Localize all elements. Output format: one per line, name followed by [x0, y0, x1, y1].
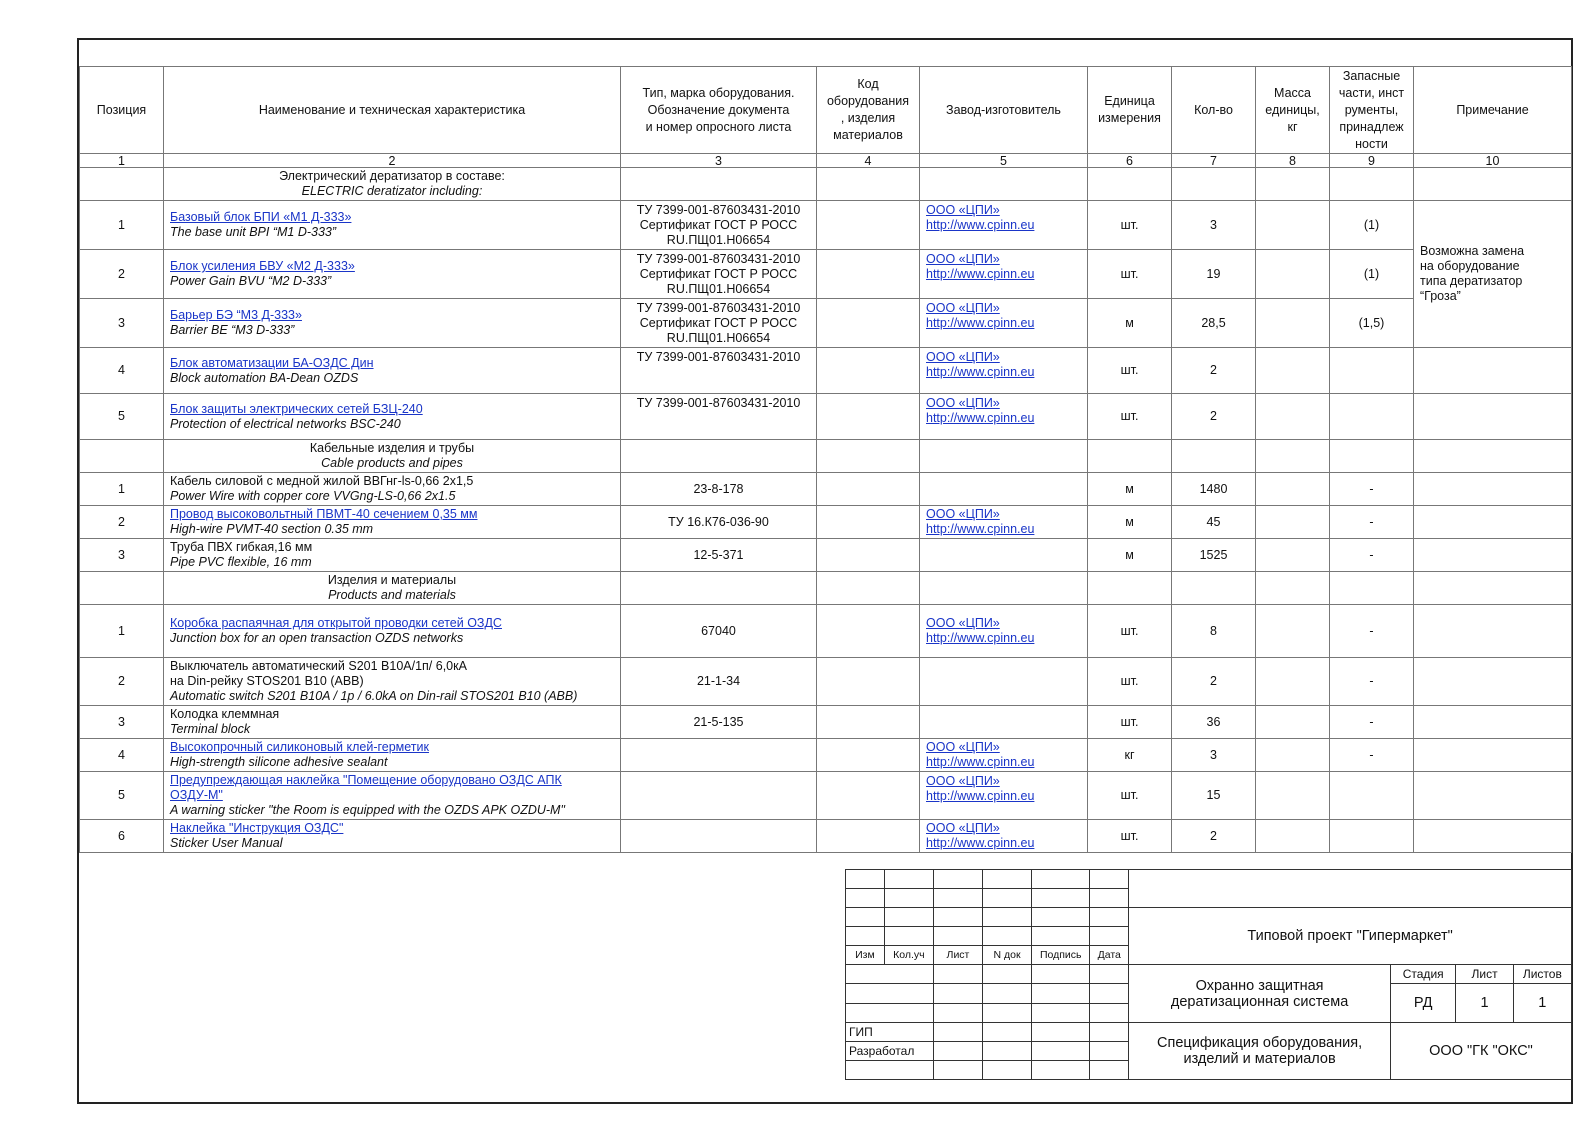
unit-cell: шт. — [1088, 706, 1172, 739]
spare-cell: - — [1330, 739, 1414, 772]
header-unit: Единица измерения — [1088, 67, 1172, 154]
position-cell: 1 — [80, 473, 164, 506]
section-header-row — [80, 440, 1572, 473]
name-cell: Труба ПВХ гибкая,16 мм Pipe PVC flexible, 16 mm — [164, 539, 621, 572]
qty-cell: 1480 — [1172, 473, 1256, 506]
type-cell: ТУ 16.К76-036-90 — [621, 506, 817, 539]
position-cell: 2 — [80, 506, 164, 539]
maker-url-link[interactable]: http://www.cpinn.eu — [926, 631, 1035, 645]
position-cell: 5 — [80, 772, 164, 820]
name-cell: Коробка распаячная для открытой проводки сетей ОЗДС Junction box for an open transaction OZDS networks — [164, 605, 621, 658]
stamp-label: N док — [983, 946, 1032, 965]
name-cell: Высокопрочный силиконовый клей-герметик High-strength silicone adhesive sealant — [164, 739, 621, 772]
maker-link[interactable]: ООО «ЦПИ» — [926, 821, 1000, 835]
item-link[interactable]: Барьер БЭ “М3 Д-333» — [170, 308, 302, 322]
item-link[interactable]: Предупреждающая наклейка "Помещение оборудовано ОЗДС АПК ОЗДУ-М" — [170, 773, 562, 802]
name-cell: Блок усиления БВУ «М2 Д-333» Power Gain BVU “M2 D-333” — [164, 250, 621, 299]
name-cell: Провод высоковольтный ПВМТ-40 сечением 0,35 мм High-wire PVMT-40 section 0.35 mm — [164, 506, 621, 539]
note-cell: Возможна замена на оборудование типа дератизатор “Гроза” — [1414, 201, 1572, 348]
maker-link[interactable]: ООО «ЦПИ» — [926, 203, 1000, 217]
spare-cell: (1,5) — [1330, 299, 1414, 348]
qty-cell: 3 — [1172, 739, 1256, 772]
maker-link[interactable]: ООО «ЦПИ» — [926, 301, 1000, 315]
table-row — [80, 772, 1572, 820]
stamp-label: Подпись — [1032, 946, 1090, 965]
position-cell: 4 — [80, 348, 164, 394]
maker-cell — [920, 739, 1088, 772]
specification-table — [79, 66, 1572, 853]
maker-link[interactable]: ООО «ЦПИ» — [926, 507, 1000, 521]
maker-cell — [920, 250, 1088, 299]
maker-url-link[interactable]: http://www.cpinn.eu — [926, 789, 1035, 803]
unit-cell: м — [1088, 299, 1172, 348]
spare-cell: - — [1330, 658, 1414, 706]
position-cell: 1 — [80, 605, 164, 658]
maker-link[interactable]: ООО «ЦПИ» — [926, 616, 1000, 630]
company-name: ООО "ГК "ОКС" — [1390, 1022, 1571, 1079]
maker-url-link[interactable]: http://www.cpinn.eu — [926, 836, 1035, 850]
title-block — [845, 869, 1572, 1080]
document-title: Спецификация оборудования, изделий и материалов — [1129, 1022, 1391, 1079]
stamp-label: Лист — [933, 946, 982, 965]
position-cell: 5 — [80, 394, 164, 440]
maker-link[interactable]: ООО «ЦПИ» — [926, 396, 1000, 410]
maker-cell — [920, 506, 1088, 539]
sheet-label: Лист — [1456, 965, 1513, 984]
header-maker: Завод-изготовитель — [920, 67, 1088, 154]
position-cell: 4 — [80, 739, 164, 772]
section-title: Изделия и материалы Products and materials — [164, 572, 621, 605]
type-cell: 23-8-178 — [621, 473, 817, 506]
header-mass: Масса единицы, кг — [1256, 67, 1330, 154]
maker-url-link[interactable]: http://www.cpinn.eu — [926, 755, 1035, 769]
spare-cell: - — [1330, 473, 1414, 506]
qty-cell: 19 — [1172, 250, 1256, 299]
maker-cell — [920, 201, 1088, 250]
col-number: 7 — [1172, 154, 1256, 168]
spare-cell: (1) — [1330, 250, 1414, 299]
unit-cell: шт. — [1088, 658, 1172, 706]
item-link[interactable]: Коробка распаячная для открытой проводки сетей ОЗДС — [170, 616, 502, 630]
stamp-label: Изм — [846, 946, 885, 965]
qty-cell: 1525 — [1172, 539, 1256, 572]
type-cell: ТУ 7399-001-87603431-2010 Сертификат ГОСТ Р РОСС RU.ПЩ01.H06654 — [621, 299, 817, 348]
maker-link[interactable]: ООО «ЦПИ» — [926, 774, 1000, 788]
item-link[interactable]: Блок защиты электрических сетей БЗЦ-240 — [170, 401, 423, 416]
sheet-value: 1 — [1456, 984, 1513, 1022]
name-cell: Выключатель автоматический S201 B10А/1п/ 6,0кА на Din-рейку STOS201 B10 (ABB) Automatic switch S201 B10A / 1p / 6.0kA on Din-rail STOS201 B10 (ABB) — [164, 658, 621, 706]
col-number: 2 — [164, 154, 621, 168]
position-cell: 2 — [80, 250, 164, 299]
stamp-label: Дата — [1090, 946, 1129, 965]
table-row — [80, 539, 1572, 572]
item-link[interactable]: Блок усиления БВУ «М2 Д-333» — [170, 259, 355, 273]
table-row — [80, 706, 1572, 739]
stage-label: Стадия — [1390, 965, 1455, 984]
maker-cell — [920, 394, 1088, 440]
header-note: Примечание — [1414, 67, 1572, 154]
system-title: Охранно защитная дератизационная система — [1129, 965, 1391, 1022]
unit-cell: кг — [1088, 739, 1172, 772]
maker-cell — [920, 772, 1088, 820]
maker-link[interactable]: ООО «ЦПИ» — [926, 252, 1000, 266]
name-cell: Наклейка "Инструкция ОЗДС" Sticker User Manual — [164, 820, 621, 853]
position-cell: 6 — [80, 820, 164, 853]
qty-cell: 36 — [1172, 706, 1256, 739]
sheets-label: Листов — [1513, 965, 1571, 984]
maker-cell — [920, 605, 1088, 658]
table-row — [80, 739, 1572, 772]
item-link[interactable]: Высокопрочный силиконовый клей-герметик — [170, 740, 429, 754]
header-position: Позиция — [80, 67, 164, 154]
table-row — [80, 250, 1572, 299]
maker-link[interactable]: ООО «ЦПИ» — [926, 740, 1000, 754]
name-cell: Блок защиты электрических сетей БЗЦ-240 Protection of electrical networks BSC-240 — [164, 394, 621, 440]
maker-url-link[interactable]: http://www.cpinn.eu — [926, 218, 1035, 232]
spare-cell: - — [1330, 706, 1414, 739]
unit-cell: м — [1088, 506, 1172, 539]
section-header-row — [80, 572, 1572, 605]
col-number: 8 — [1256, 154, 1330, 168]
unit-cell: шт. — [1088, 820, 1172, 853]
maker-url-link[interactable]: http://www.cpinn.eu — [926, 522, 1035, 536]
spare-cell: (1) — [1330, 201, 1414, 250]
item-link[interactable]: Базовый блок БПИ «М1 Д-333» — [170, 210, 352, 224]
type-cell: ТУ 7399-001-87603431-2010 Сертификат ГОСТ Р РОСС RU.ПЩ01.H06654 — [621, 250, 817, 299]
unit-cell: шт. — [1088, 394, 1172, 440]
qty-cell: 8 — [1172, 605, 1256, 658]
name-cell: Блок автоматизации БА-ОЗДС Дин Block automation BA-Dean OZDS — [164, 348, 621, 394]
qty-cell: 2 — [1172, 348, 1256, 394]
developer-label: Разработал — [846, 1041, 934, 1060]
maker-url-link[interactable]: http://www.cpinn.eu — [926, 316, 1035, 330]
table-row — [80, 348, 1572, 394]
unit-cell: м — [1088, 539, 1172, 572]
type-cell: 21-5-135 — [621, 706, 817, 739]
col-number: 1 — [80, 154, 164, 168]
qty-cell: 2 — [1172, 394, 1256, 440]
header-row — [80, 67, 1572, 154]
unit-cell: шт. — [1088, 772, 1172, 820]
name-cell: Предупреждающая наклейка "Помещение оборудовано ОЗДС АПК ОЗДУ-М" A warning sticker "the Room is equipped with the OZDS APK OZDU-M" — [164, 772, 621, 820]
section-title: Кабельные изделия и трубы Cable products and pipes — [164, 440, 621, 473]
table-row — [80, 506, 1572, 539]
type-cell: ТУ 7399-001-87603431-2010 Сертификат ГОСТ Р РОСС RU.ПЩ01.H06654 — [621, 201, 817, 250]
unit-cell: шт. — [1088, 201, 1172, 250]
table-row — [80, 605, 1572, 658]
maker-link[interactable]: ООО «ЦПИ» — [926, 350, 1000, 364]
spare-cell: - — [1330, 605, 1414, 658]
maker-url-link[interactable]: http://www.cpinn.eu — [926, 365, 1035, 379]
col-number: 3 — [621, 154, 817, 168]
gip-label: ГИП — [846, 1022, 934, 1041]
header-code: Код оборудования , изделия материалов — [817, 67, 920, 154]
position-cell: 1 — [80, 201, 164, 250]
unit-cell: м — [1088, 473, 1172, 506]
table-row — [80, 473, 1572, 506]
qty-cell: 2 — [1172, 820, 1256, 853]
type-cell: 12-5-371 — [621, 539, 817, 572]
table-row — [80, 299, 1572, 348]
maker-url-link[interactable]: http://www.cpinn.eu — [926, 267, 1035, 281]
header-name: Наименование и техническая характеристика — [164, 67, 621, 154]
maker-cell — [920, 348, 1088, 394]
col-number: 5 — [920, 154, 1088, 168]
position-cell: 3 — [80, 539, 164, 572]
header-qty: Кол-во — [1172, 67, 1256, 154]
name-cell: Базовый блок БПИ «М1 Д-333» The base unit BPI “M1 D-333” — [164, 201, 621, 250]
name-cell: Кабель силовой с медной жилой ВВГнг-ls-0,66 2х1,5 Power Wire with copper core VVGng-LS-0,66 2x1.5 — [164, 473, 621, 506]
qty-cell: 15 — [1172, 772, 1256, 820]
section-header-row — [80, 168, 1572, 201]
type-cell: 21-1-34 — [621, 658, 817, 706]
name-cell: Колодка клеммная Terminal block — [164, 706, 621, 739]
position-cell: 2 — [80, 658, 164, 706]
project-title: Типовой проект "Гипермаркет" — [1129, 908, 1572, 965]
type-cell: ТУ 7399-001-87603431-2010 — [621, 348, 817, 394]
spare-cell: - — [1330, 506, 1414, 539]
section-title: Электрический дератизатор в составе: ELECTRIC deratizator including: — [164, 168, 621, 201]
unit-cell: шт. — [1088, 250, 1172, 299]
unit-cell: шт. — [1088, 605, 1172, 658]
position-cell: 3 — [80, 706, 164, 739]
maker-cell — [920, 820, 1088, 853]
stamp-label: Кол.уч — [884, 946, 933, 965]
item-link[interactable]: Наклейка "Инструкция ОЗДС" — [170, 821, 344, 835]
maker-url-link[interactable]: http://www.cpinn.eu — [926, 411, 1035, 425]
qty-cell: 3 — [1172, 201, 1256, 250]
table-row — [80, 394, 1572, 440]
col-number: 9 — [1330, 154, 1414, 168]
table-row — [80, 201, 1572, 250]
maker-cell — [920, 299, 1088, 348]
spare-cell: - — [1330, 539, 1414, 572]
qty-cell: 28,5 — [1172, 299, 1256, 348]
name-cell: Барьер БЭ “М3 Д-333» Barrier BE “M3 D-333” — [164, 299, 621, 348]
unit-cell: шт. — [1088, 348, 1172, 394]
table-row — [80, 820, 1572, 853]
type-cell: ТУ 7399-001-87603431-2010 — [621, 394, 817, 440]
stage-value: РД — [1390, 984, 1455, 1022]
item-link[interactable]: Блок автоматизации БА-ОЗДС Дин — [170, 355, 374, 370]
position-cell: 3 — [80, 299, 164, 348]
type-cell: 67040 — [621, 605, 817, 658]
col-number: 4 — [817, 154, 920, 168]
header-spare: Запасные части, инст рументы, принадлеж ности — [1330, 67, 1414, 154]
col-number: 6 — [1088, 154, 1172, 168]
item-link[interactable]: Провод высоковольтный ПВМТ-40 сечением 0,35 мм — [170, 507, 478, 521]
column-numbers-row — [80, 154, 1572, 168]
qty-cell: 45 — [1172, 506, 1256, 539]
qty-cell: 2 — [1172, 658, 1256, 706]
table-row — [80, 658, 1572, 706]
col-number: 10 — [1414, 154, 1572, 168]
header-type: Тип, марка оборудования. Обозначение документа и номер опросного листа — [621, 67, 817, 154]
sheets-value: 1 — [1513, 984, 1571, 1022]
